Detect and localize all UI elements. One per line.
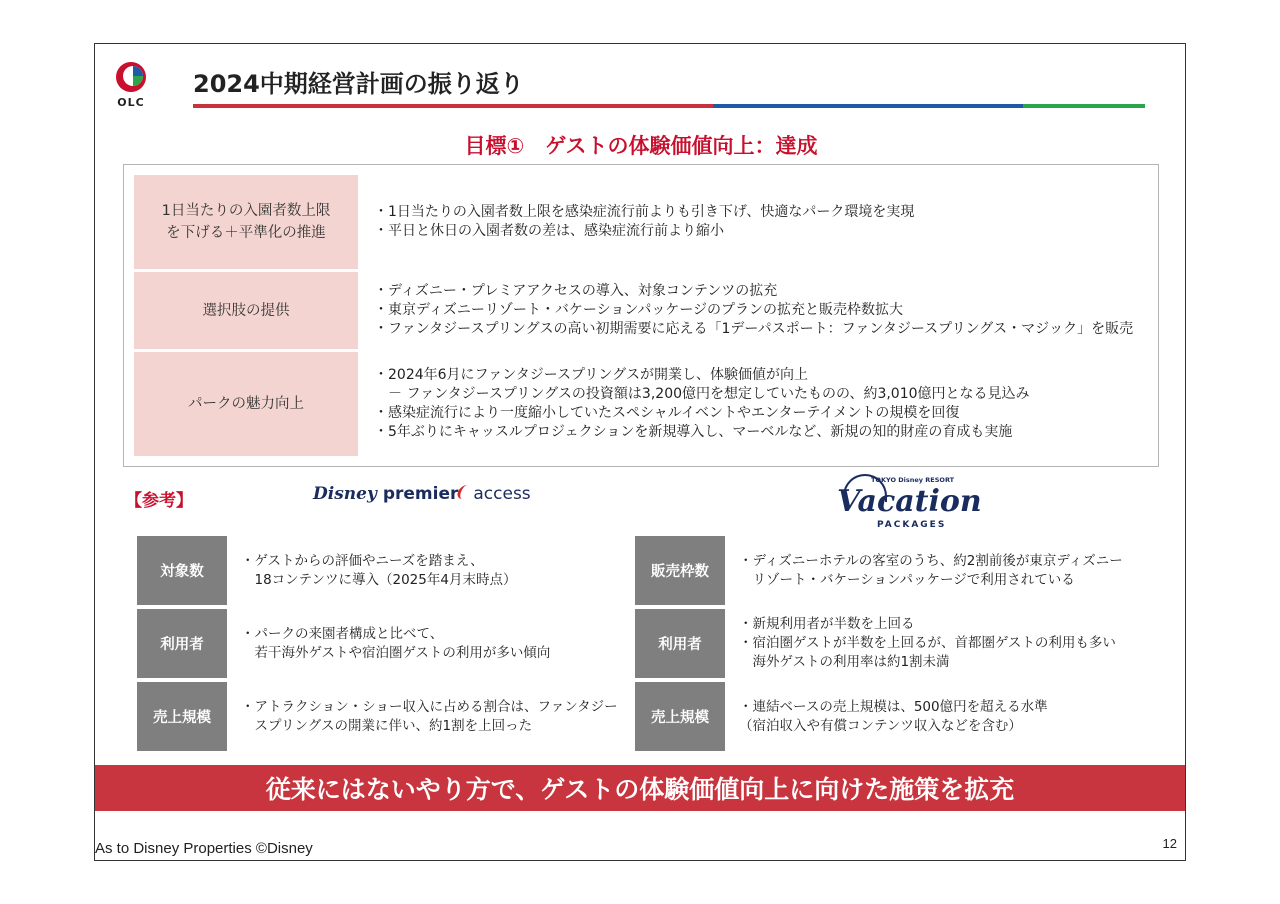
reference-row-body: ・アトラクション・ショー収入に占める割合は、ファンタジー スプリングスの開業に伴い、約1割を上回った xyxy=(241,698,618,734)
goal-box xyxy=(123,164,1159,467)
reference-row xyxy=(137,536,597,605)
reference-row-body: ・ディズニーホテルの客室のうち、約2割前後が東京ディズニー リゾート・バケーションパッケージで利用されている xyxy=(739,552,1123,588)
reference-label: 【参考】 xyxy=(125,491,193,511)
reference-row-label: 利用者 xyxy=(635,609,725,678)
vacation-packages-logo: TOKYO Disney RESORT Vacation PACKAGES xyxy=(837,476,982,530)
reference-row xyxy=(635,609,1155,678)
conclusion-banner: 従来にはないやり方で、ゲストの体験価値向上に向けた施策を拡充 xyxy=(95,765,1185,811)
reference-row xyxy=(137,682,618,751)
reference-row-body: ・新規利用者が半数を上回る ・宿泊圏ゲストが半数を上回るが、首都圏ゲストの利用も多い 海外ゲストの利用率は約1割未満 xyxy=(739,616,1116,670)
reference-row-body: ・連結ベースの売上規模は、500億円を超える水準 （宿泊収入や有償コンテンツ収入などを含む） xyxy=(739,698,1048,734)
title-underline xyxy=(193,104,1145,108)
reference-row-body: ・パークの来園者構成と比べて、 若干海外ゲストや宿泊圏ゲストの利用が多い傾向 xyxy=(241,625,551,661)
page-title: 2024中期経営計画の振り返り xyxy=(193,70,524,98)
reference-row-label: 売上規模 xyxy=(137,682,227,751)
goal-row-label: 1日当たりの入園者数上限 を下げる＋平準化の推進 xyxy=(134,175,358,269)
copyright-notice: As to Disney Properties ©Disney xyxy=(95,840,313,857)
reference-row xyxy=(635,682,1155,751)
goal-row xyxy=(134,352,1148,456)
goal-row-body: ・2024年6月にファンタジースプリングスが開業し、体験価値が向上 － ファンタジースプリングスの投資額は3,200億円を想定していたものの、約3,010億円となる見込み ・感染症流行により一度縮小していたスペシャルイベントやエンターテイメントの規模を回復 ・5年ぶりにキャッスルプロジェクションを新規導入し、マーベルなど、新規の知的財産の育成も実施 xyxy=(374,367,1030,440)
reference-row xyxy=(137,609,597,678)
goal-heading: 目標① ゲストの体験価値向上：達成 xyxy=(464,134,818,158)
reference-row-body: ・ゲストからの評価やニーズを踏まえ、 18コンテンツに導入（2025年4月末時点） xyxy=(241,552,517,588)
reference-row xyxy=(635,536,1155,605)
page-number: 12 xyxy=(1162,836,1177,851)
goal-row xyxy=(134,272,1148,349)
slide xyxy=(94,43,1186,861)
reference-row-label: 対象数 xyxy=(137,536,227,605)
reference-row-label: 販売枠数 xyxy=(635,536,725,605)
goal-row-label: 選択肢の提供 xyxy=(134,272,358,349)
reference-row-label: 利用者 xyxy=(137,609,227,678)
goal-row-body: ・1日当たりの入園者数上限を感染症流行前よりも引き下げ、快適なパーク環境を実現 ・平日と休日の入園者数の差は、感染症流行前より縮小 xyxy=(374,204,915,239)
goal-row xyxy=(134,175,1148,269)
logo-text: OLC xyxy=(117,96,145,109)
disney-premier-access-logo: Disney premier access xyxy=(313,484,531,504)
goal-row-body: ・ディズニー・プレミアアクセスの導入、対象コンテンツの拡充 ・東京ディズニーリゾート・バケーションパッケージのプランの拡充と販売枠数拡大 ・ファンタジースプリングスの高い初期需要に応える「1デーパスポート：ファンタジースプリングス・マジック」を販売 xyxy=(374,283,1134,337)
goal-row-label: パークの魅力向上 xyxy=(134,352,358,456)
olc-logo-icon xyxy=(111,60,151,94)
reference-row-label: 売上規模 xyxy=(635,682,725,751)
